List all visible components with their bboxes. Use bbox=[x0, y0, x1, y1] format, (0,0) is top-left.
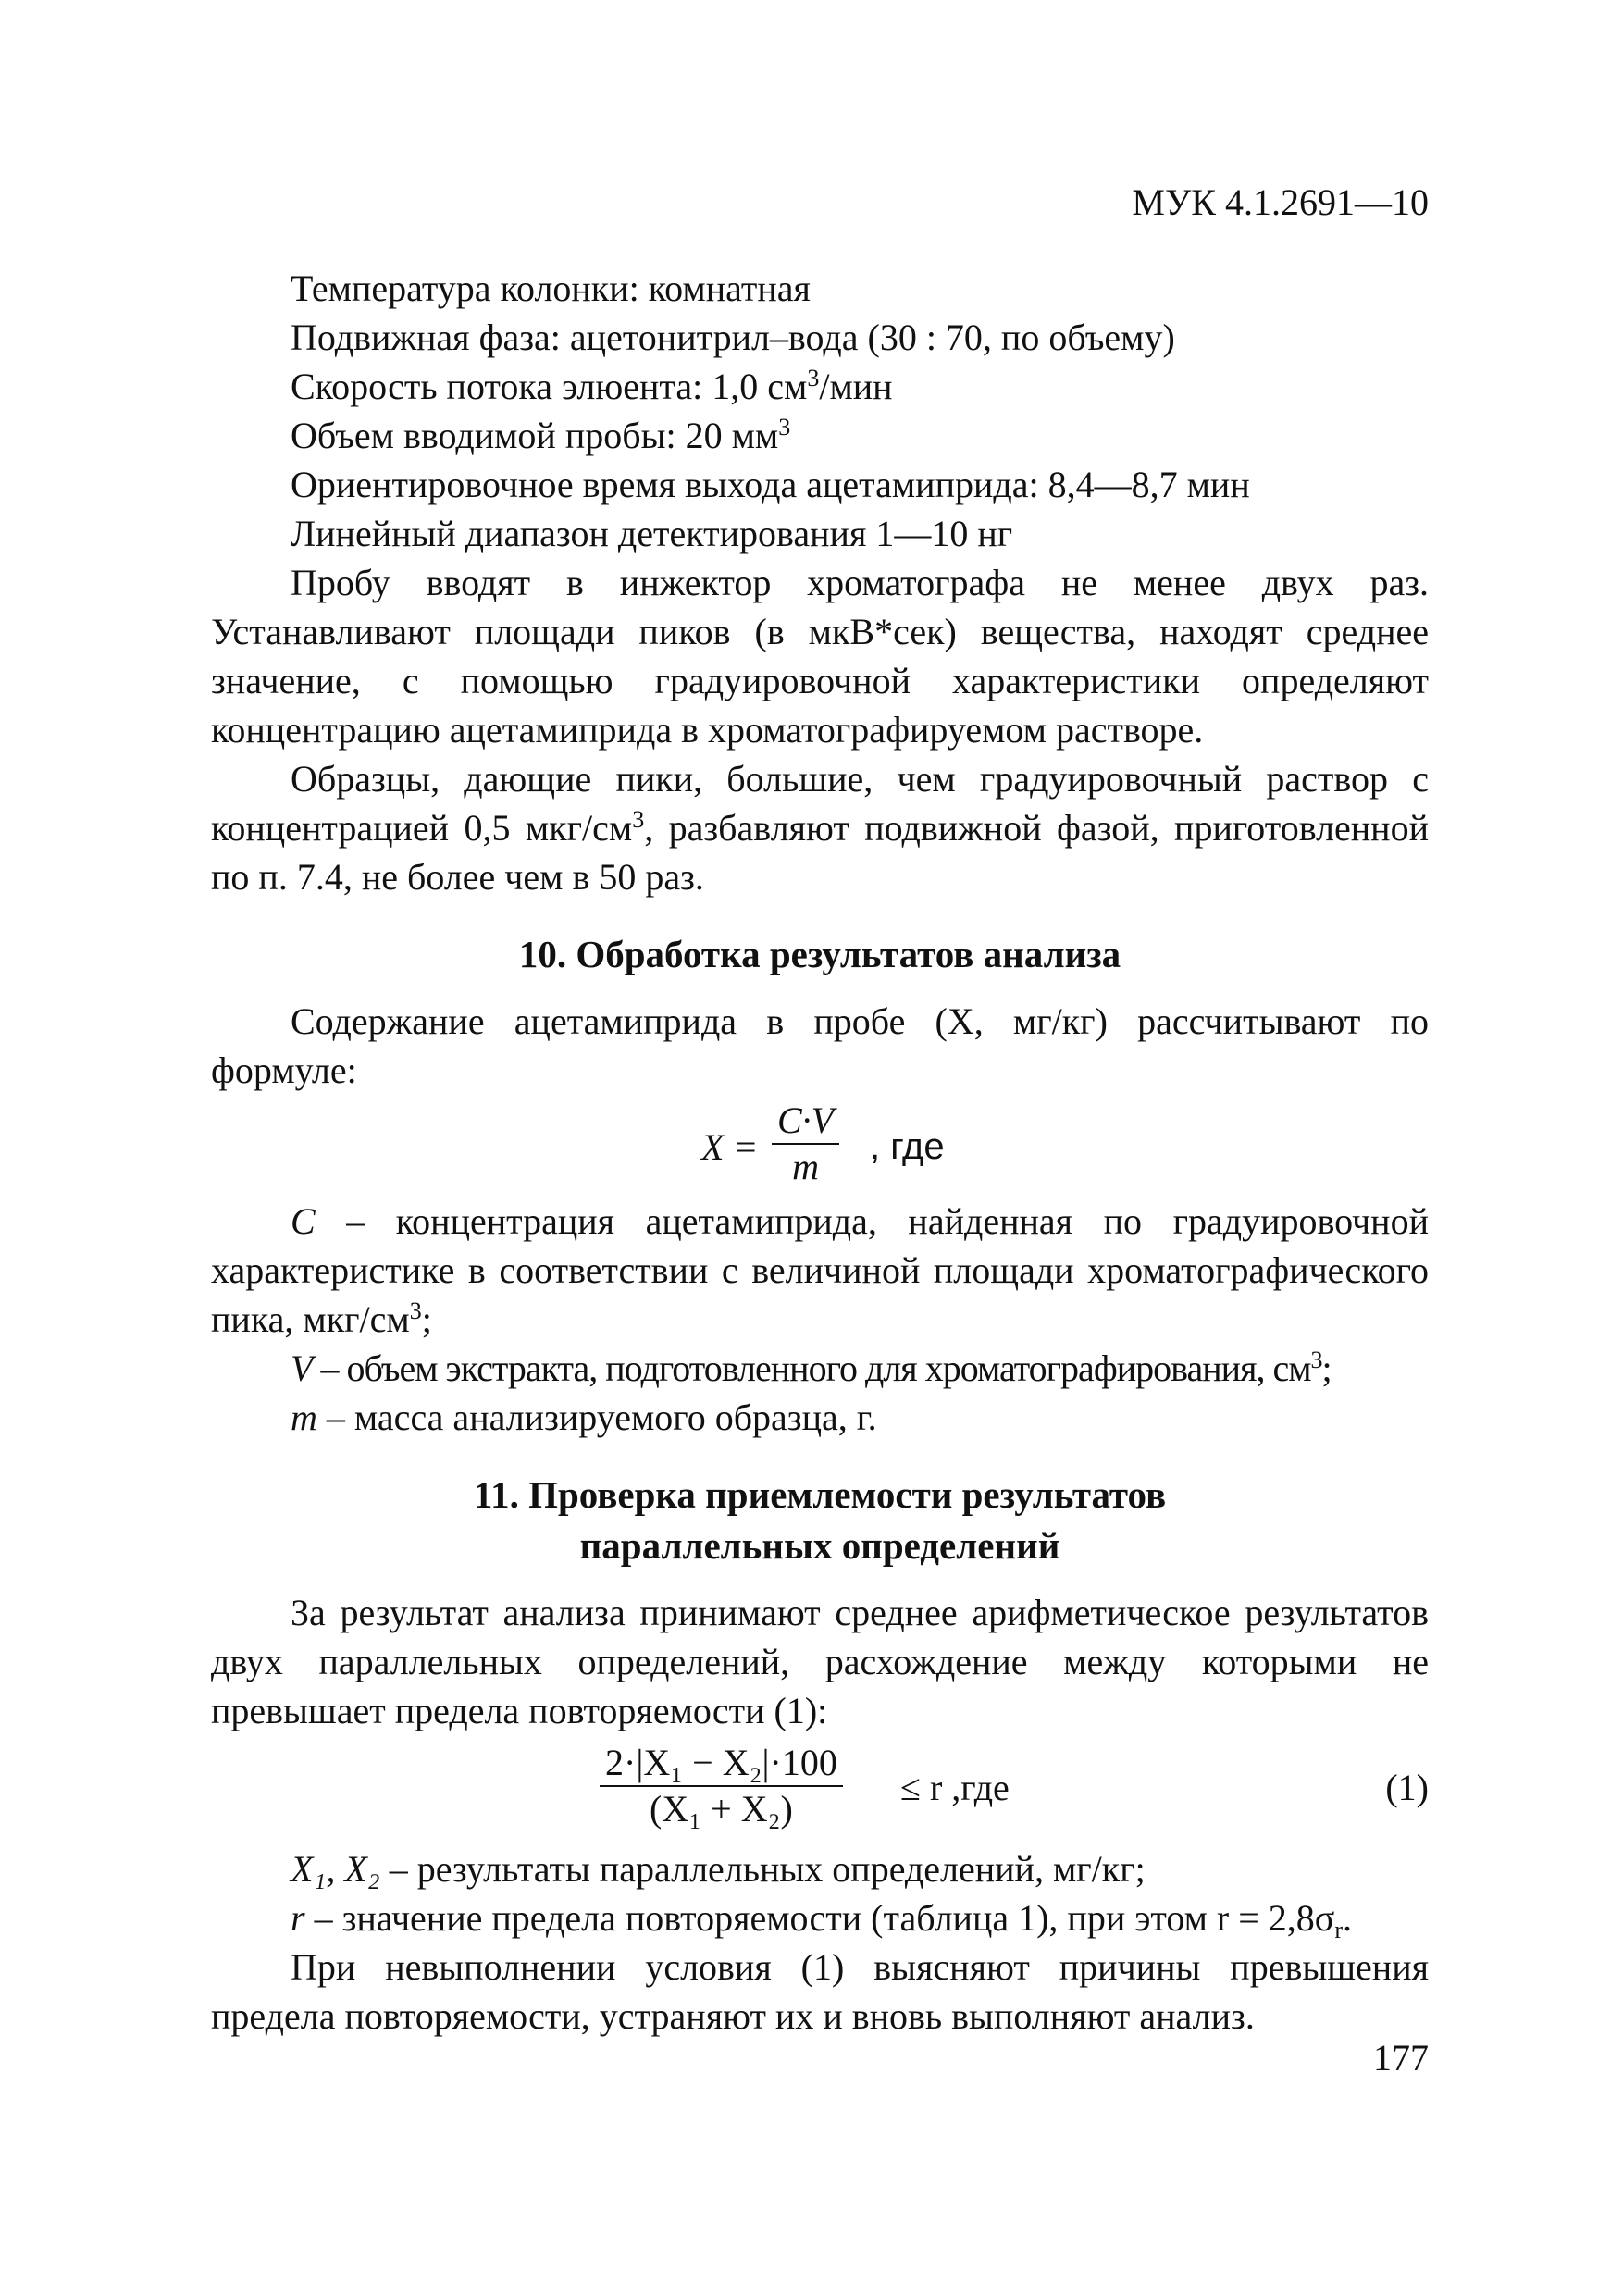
section-11-title bbox=[211, 1470, 1429, 1571]
condition-line: Линейный диапазон детектирования 1—10 нг bbox=[291, 513, 1013, 554]
definition-v: V – объем экстракта, подготовленного для хроматографирования, $см^3$; bbox=[291, 1347, 1332, 1389]
condition-line: Подвижная фаза: ацетонитрил–вода (30 : 70, по объему) bbox=[291, 316, 1175, 358]
formula-lhs: X = bbox=[701, 1126, 759, 1168]
formula-x bbox=[211, 1095, 1429, 1197]
section-10-intro: Содержание ацетамиприда в пробе (X, мг/кг) рассчитывают по формуле: bbox=[211, 1000, 1429, 1091]
formula-denominator: m bbox=[792, 1146, 819, 1187]
formula-denominator: (X₁ + X₂) bbox=[650, 1788, 793, 1830]
section-11-title-line2: параллельных определений bbox=[579, 1524, 1060, 1567]
definition-m: m – масса анализируемого образца, г. bbox=[291, 1396, 877, 1438]
page-number: 177 bbox=[1373, 2037, 1429, 2079]
condition-line: Скорость потока элюента: 1,0 $см^3$/мин bbox=[291, 365, 893, 407]
paragraph-dilution: Образцы, дающие пики, большие, чем градуировочный раствор с концентрацией 0,5 мкг/$см^3$, разбавляют подвижной фазой, приготовленной по п. 7.4, не более чем в 50 раз. bbox=[211, 758, 1429, 898]
formula-numerator: C·V bbox=[772, 1098, 839, 1145]
formula-repeatability bbox=[211, 1735, 1429, 1844]
condition-line: Ориентировочное время выхода ацетамиприда: 8,4—8,7 мин bbox=[291, 464, 1250, 505]
definition-x1-x2: X₁, X₂ – результаты параллельных определений, мг/кг; bbox=[291, 1848, 1146, 1890]
page-content bbox=[211, 264, 1429, 2041]
section-11-intro: За результат анализа принимают среднее арифметическое результатов двух параллельных определений, расхождение между которыми не превышает предела повторяемости (1): bbox=[211, 1592, 1429, 1731]
paragraph-final: При невыполнении условия (1) выясняют причины превышения предела повторяемости, устраняют их и вновь выполняют анализ. bbox=[211, 1946, 1429, 2037]
formula-fraction bbox=[772, 1098, 839, 1189]
formula-fraction bbox=[600, 1741, 843, 1831]
paragraph-injection: Пробу вводят в инжектор хроматографа не менее двух раз. Устанавливают площади пиков (в мкВ*сек) вещества, находят среднее значение, с помощью градуировочной характеристики определяют концентрацию ацетамиприда в хроматографируемом растворе. bbox=[211, 562, 1429, 751]
condition-line: Температура колонки: комнатная bbox=[291, 267, 811, 309]
condition-line: Объем вводимой пробы: 20 $мм^3$ bbox=[291, 414, 791, 456]
definition-c: C – концентрация ацетамиприда, найденная по градуировочной характеристике в соответствии с величиной площади хроматографического пика, мкг/$см^3$; bbox=[211, 1200, 1429, 1340]
formula-tail: , где bbox=[870, 1126, 945, 1167]
formula-number: (1) bbox=[1385, 1767, 1429, 1808]
formula-tail: ≤ r ,где bbox=[900, 1767, 1010, 1808]
document-code: МУК 4.1.2691—10 bbox=[1132, 181, 1429, 223]
section-11-title-line1: 11. Проверка приемлемости результатов bbox=[473, 1473, 1167, 1516]
section-10-title: 10. Обработка результатов анализа bbox=[518, 933, 1121, 975]
definition-r: r – значение предела повторяемости (таблица 1), при этом $r = 2,8\sigma_r$. bbox=[291, 1897, 1353, 1943]
formula-numerator: 2·|X₁ − X₂|·100 bbox=[600, 1741, 843, 1787]
